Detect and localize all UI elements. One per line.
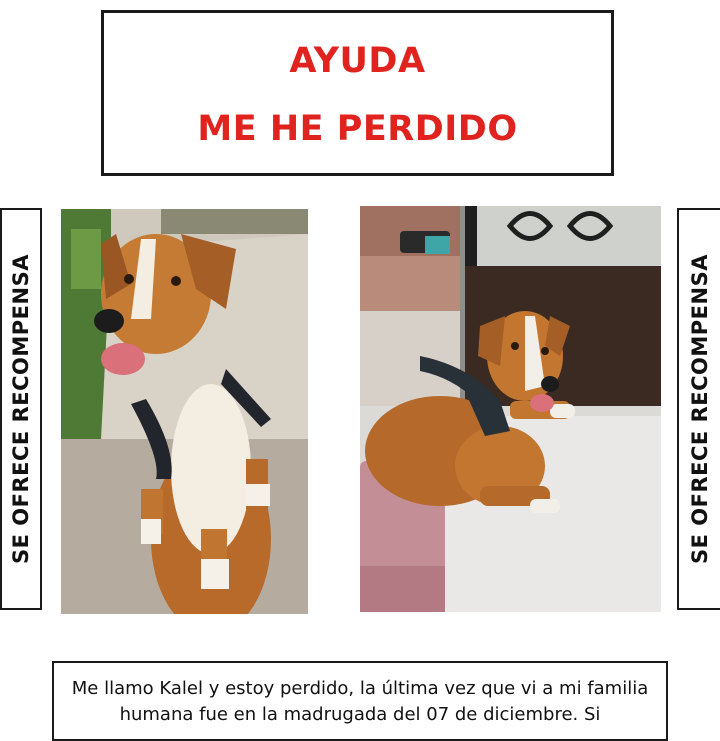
reward-banner-right: [677, 208, 720, 610]
dog-sitting-photo: [61, 209, 308, 614]
description-box: [52, 661, 668, 741]
dog-lying-illustration: [360, 206, 661, 612]
title-help: AYUDA: [289, 41, 426, 81]
dog-lying-photo: [360, 206, 661, 612]
title-lost: ME HE PERDIDO: [197, 109, 518, 149]
description-text: Me llamo Kalel y estoy perdido, la última vez que vi a mi familia humana fue en la madrugada del 07 de diciembre. Si: [71, 678, 649, 725]
reward-text-left: SE OFRECE RECOMPENSA: [9, 254, 33, 564]
title-box: [101, 10, 614, 176]
dog-sitting-illustration: [61, 209, 308, 614]
reward-text-right: SE OFRECE RECOMPENSA: [687, 254, 712, 564]
reward-banner-left: [0, 208, 42, 610]
